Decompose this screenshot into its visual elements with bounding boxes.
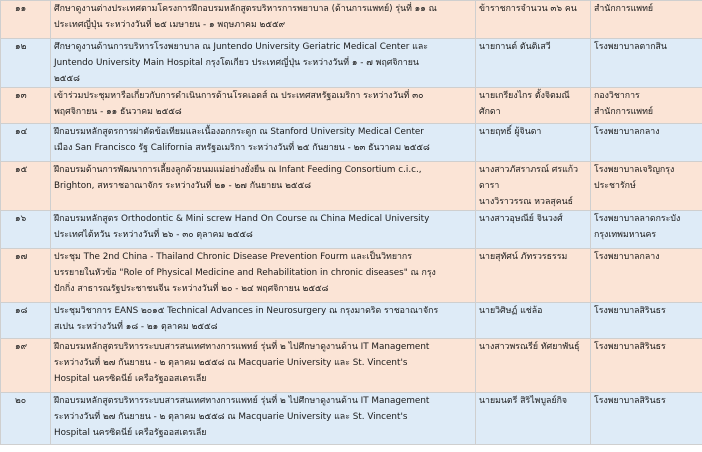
- row-person-cell: [476, 303, 591, 339]
- row-number: ๑๖: [15, 214, 27, 224]
- row-organization: โรงพยาบาลเจริญกรุง ประชารักษ์: [594, 165, 675, 191]
- row-title: ฝึกอบรมด้านการพัฒนาการเลี้ยงลูกด้วยนมแม่อย่างยั่งยืน ณ Infant Feeding Consortium c.i.c., Brighton, สหราชอาณาจักร ระหว่างวันที่ ๒๑ - ๒๗ กันยายน ๒๕๕๘: [54, 165, 422, 191]
- row-organization-cell: [591, 39, 702, 88]
- row-person-cell: [476, 162, 591, 211]
- row-organization: โรงพยาบาลกลาง: [594, 252, 660, 262]
- row-title: ศึกษาดูงานด้านการบริหารโรงพยาบาล ณ Juntendo University Geriatric Medical Center และ Juntendo University Main Hospital กรุงโตเกียว ประเทศญี่ปุ่น ระหว่างวันที่ ๑ - ๗ พฤศจิกายน ๒๕๕๘: [54, 42, 428, 84]
- row-organization: โรงพยาบาลสิรินธร: [594, 306, 666, 316]
- row-organization: โรงพยาบาลตากสิน: [594, 42, 667, 52]
- row-person: นางสาวภัสราภรณ์ ศรแก้วดารา นางวิราวรรณ หวลสุคนธ์: [479, 165, 579, 207]
- table-row: [1, 162, 702, 211]
- row-title-cell: [51, 162, 476, 211]
- row-title-cell: [51, 303, 476, 339]
- row-number-cell: [1, 393, 51, 445]
- row-organization: สำนักการแพทย์: [594, 4, 654, 14]
- table-row: [1, 39, 702, 88]
- row-number: ๑๓: [15, 91, 27, 101]
- row-number-cell: [1, 88, 51, 124]
- table-row: [1, 124, 702, 162]
- row-organization: โรงพยาบาลกลาง: [594, 127, 660, 137]
- row-person: นายฤทธิ์ ผู้จินดา: [479, 127, 542, 137]
- row-title-cell: [51, 124, 476, 162]
- row-person-cell: [476, 339, 591, 393]
- row-person: นางสาวอุษณีย์ จินวงศ์: [479, 214, 563, 224]
- row-organization-cell: [591, 211, 702, 249]
- row-organization-cell: [591, 1, 702, 39]
- row-organization: โรงพยาบาลสิรินธร: [594, 342, 666, 352]
- row-person-cell: [476, 1, 591, 39]
- row-title-cell: [51, 1, 476, 39]
- row-organization: โรงพยาบาลลาดกระบัง กรุงเทพมหานคร: [594, 214, 681, 240]
- row-title-cell: [51, 211, 476, 249]
- row-number-cell: [1, 339, 51, 393]
- row-person-cell: [476, 249, 591, 303]
- table-body: [1, 1, 702, 445]
- row-title: ฝึกอบรมหลักสูตรการผ่าตัดข้อเทียมและเนื้องอกกระดูก ณ Stanford University Medical Center เมือง San Francisco รัฐ California สหรัฐอเมริกา ระหว่างวันที่ ๒๕ กันยายน - ๒๓ ธันวาคม ๒๕๕๘: [54, 127, 430, 153]
- row-title: ฝึกอบรมหลักสูตร Orthodontic & Mini screw Hand On Course ณ China Medical University ประเทศไต้หวัน ระหว่างวันที่ ๒๖ - ๓๐ ตุลาคม ๒๕๕๘: [54, 214, 430, 240]
- row-organization-cell: [591, 393, 702, 445]
- row-person-cell: [476, 124, 591, 162]
- row-person-cell: [476, 39, 591, 88]
- row-organization-cell: [591, 303, 702, 339]
- row-number: ๑๘: [15, 306, 28, 316]
- row-organization-cell: [591, 162, 702, 211]
- row-person-cell: [476, 393, 591, 445]
- row-person: นายสุทัศน์ ภัทรวรธรรม: [479, 252, 568, 262]
- row-person: นายวิศิษฏ์ แช่ล้อ: [479, 306, 543, 316]
- row-person: นายเกรียงไกร ตั้งจิตมณีศักดา: [479, 91, 570, 117]
- row-title-cell: [51, 249, 476, 303]
- table-row: [1, 88, 702, 124]
- row-person: นายมนตรี สิริไพบูลย์กิจ: [479, 396, 568, 406]
- row-person-cell: [476, 88, 591, 124]
- row-organization-cell: [591, 124, 702, 162]
- row-number-cell: [1, 39, 51, 88]
- row-title: ประชุมวิชาการ EANS ๒๐๑๕ Technical Advances in Neurosurgery ณ กรุงมาดริด ราชอาณาจักร สเปน ระหว่างวันที่ ๑๘ - ๒๑ ตุลาคม ๒๕๕๘: [54, 306, 439, 332]
- row-title-cell: [51, 339, 476, 393]
- row-number: ๑๙: [15, 342, 28, 352]
- row-title-cell: [51, 393, 476, 445]
- row-number: ๑๒: [15, 42, 27, 52]
- table-row: [1, 393, 702, 445]
- row-organization-cell: [591, 339, 702, 393]
- row-person: นางสาวพรณรีย์ ทัศยาพันธุ์: [479, 342, 580, 352]
- row-person-cell: [476, 211, 591, 249]
- row-title-cell: [51, 88, 476, 124]
- row-title: ศึกษาดูงานต่างประเทศตามโครงการฝึกอบรมหลักสูตรบริหารการพยาบาล (ด้านการแพทย์) รุ่นที่ ๑๑ ณ ประเทศญี่ปุ่น ระหว่างวันที่ ๒๕ เมษายน - ๑ พฤษภาคม ๒๕๕๙: [54, 4, 437, 30]
- row-number: ๑๔: [15, 127, 28, 137]
- table-row: [1, 249, 702, 303]
- row-organization-cell: [591, 88, 702, 124]
- row-number-cell: [1, 124, 51, 162]
- row-organization: กองวิชาการ สำนักการแพทย์: [594, 91, 654, 117]
- row-number-cell: [1, 1, 51, 39]
- row-number-cell: [1, 249, 51, 303]
- row-title: ฝึกอบรมหลักสูตรบริหารระบบสารสนเทศทางการแพทย์ รุ่นที่ ๒ ไปศึกษาดูงานด้าน IT Management ระหว่างวันที่ ๒๗ กันยายน - ๒ ตุลาคม ๒๕๕๘ ณ Macquarie University และ St. Vincent's Hospital นครซิดนีย์ เครือรัฐออสเตรเลีย: [54, 342, 430, 384]
- row-title: เข้าร่วมประชุมหารือเกี่ยวกับการดำเนินการด้านโรคเอดส์ ณ ประเทศสหรัฐอเมริกา ระหว่างวันที่ ๓๐ พฤศจิกายน - ๑๑ ธันวาคม ๒๕๕๘: [54, 91, 424, 117]
- row-title-cell: [51, 39, 476, 88]
- row-title: ฝึกอบรมหลักสูตรบริหารระบบสารสนเทศทางการแพทย์ รุ่นที่ ๒ ไปศึกษาดูงานด้าน IT Management ระหว่างวันที่ ๒๗ กันยายน - ๒ ตุลาคม ๒๕๕๘ ณ Macquarie University และ St. Vincent's Hospital นครซิดนีย์ เครือรัฐออสเตรเลีย: [54, 396, 430, 438]
- table-row: [1, 211, 702, 249]
- row-number: ๒๐: [15, 396, 27, 406]
- row-organization: โรงพยาบาลสิรินธร: [594, 396, 666, 406]
- row-number-cell: [1, 303, 51, 339]
- row-person: นายกานต์ ตันติเสวี: [479, 42, 551, 52]
- row-number-cell: [1, 162, 51, 211]
- row-person: ข้าราชการจำนวน ๓๖ คน: [479, 4, 577, 14]
- row-organization-cell: [591, 249, 702, 303]
- table-row: [1, 1, 702, 39]
- row-number-cell: [1, 211, 51, 249]
- table-row: [1, 339, 702, 393]
- row-number: ๑๕: [15, 165, 28, 175]
- row-title: ประชุม The 2nd China - Thailand Chronic Disease Prevention Fourm และเป็นวิทยากร บรรยายในหัวข้อ "Role of Physical Medicine and Rehabilitation in chronic diseases" ณ กรุง ปักกิ่ง สาธารณรัฐประชาชนจีน ระหว่างวันที่ ๒๐ - ๒๔ พฤศจิกายน ๒๕๕๘: [54, 252, 436, 294]
- row-number: ๑๑: [15, 4, 27, 14]
- table-row: [1, 303, 702, 339]
- row-number: ๑๗: [15, 252, 28, 262]
